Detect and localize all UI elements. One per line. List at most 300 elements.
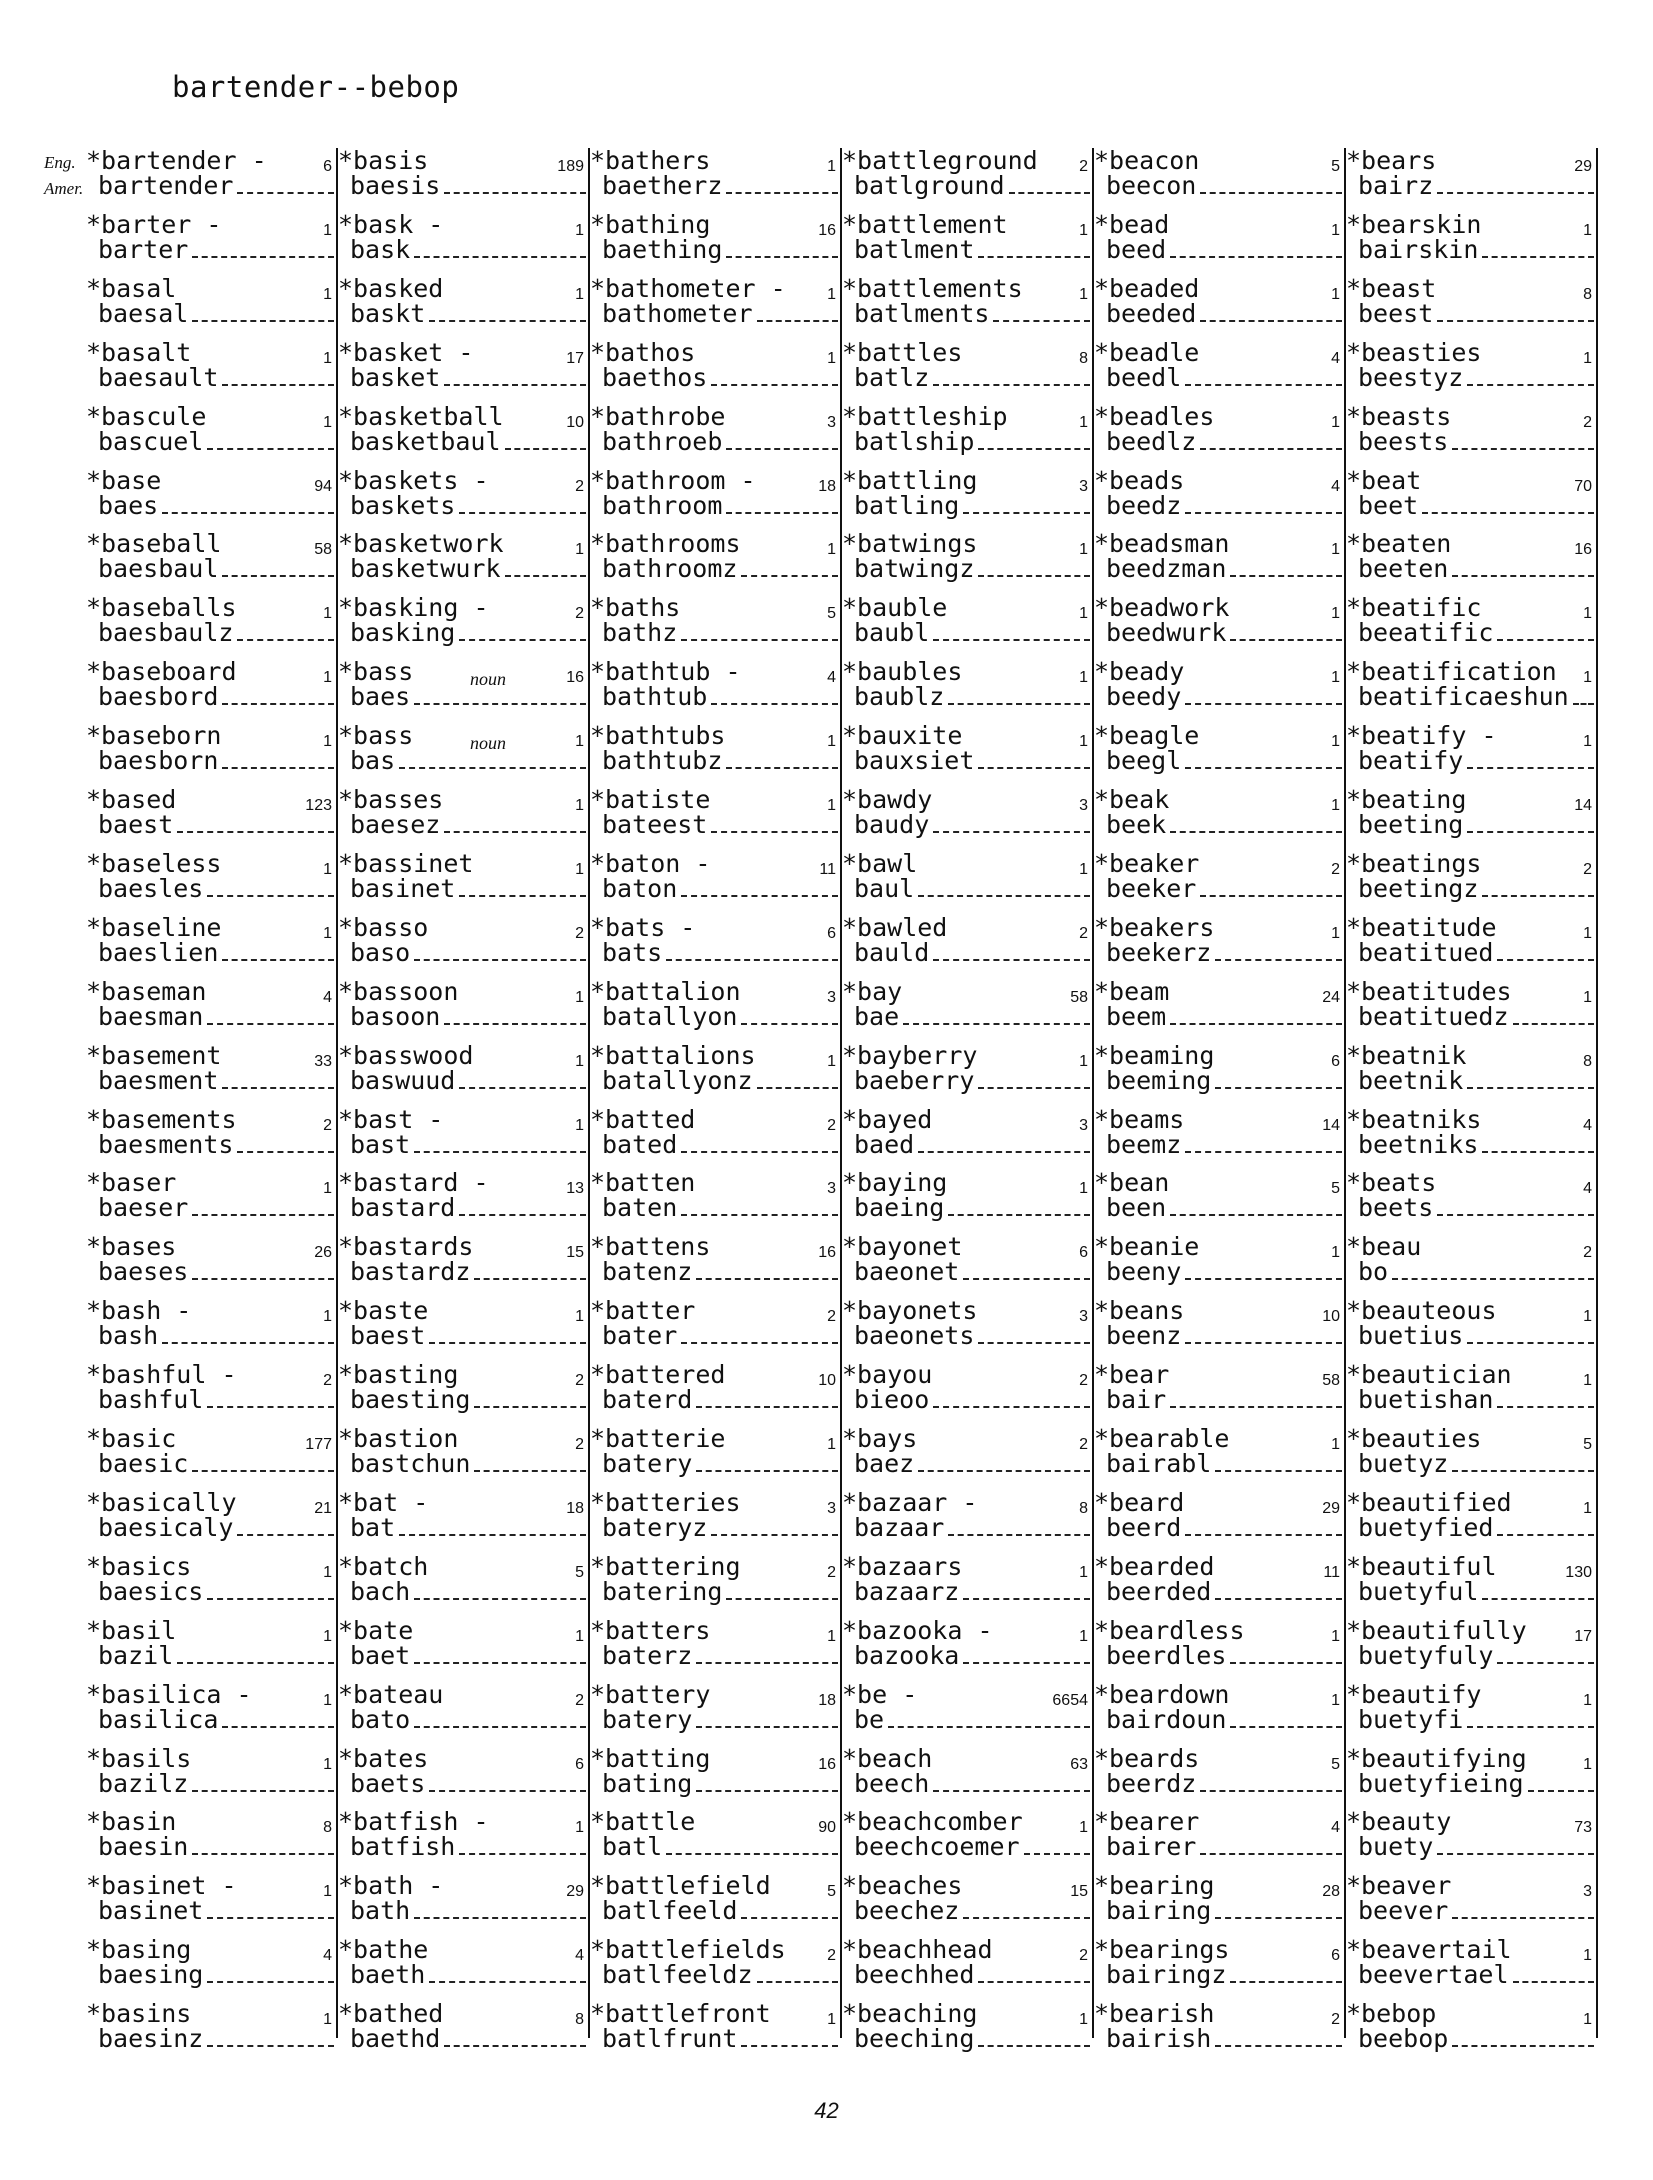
word-entry	[842, 1426, 1094, 1486]
word-entry	[1094, 1234, 1346, 1294]
headword: *bayonets	[842, 1296, 978, 1326]
respelling: beets	[1358, 1193, 1434, 1223]
dotted-fill-line	[207, 881, 334, 897]
frequency-count: 26	[314, 1244, 332, 1262]
word-entry	[590, 1551, 842, 1614]
frequency-count: 18	[818, 1691, 836, 1709]
respelling: beerd	[1106, 1512, 1182, 1542]
frequency-count: 2	[575, 477, 584, 495]
respelling: batallyonz	[602, 1065, 753, 1095]
word-entry	[590, 148, 842, 208]
respelling: bats	[602, 937, 663, 967]
frequency-count: 8	[323, 1819, 332, 1837]
headword: *beatings	[1346, 848, 1482, 878]
word-entry	[86, 787, 338, 847]
headword: *battlement	[842, 209, 1008, 239]
respelling-line	[1346, 1962, 1594, 1988]
dotted-fill-line	[1200, 434, 1342, 450]
word-entry	[842, 1615, 1094, 1678]
headword: *beachhead	[842, 1935, 993, 1965]
frequency-count: 1	[1583, 988, 1592, 1006]
word-entry	[338, 1426, 590, 1486]
respelling: batl	[602, 1832, 663, 1862]
dotted-fill-line	[726, 753, 838, 769]
respelling-line	[338, 1512, 586, 1542]
word-entry	[1346, 659, 1598, 719]
dotted-fill-line	[414, 1137, 586, 1153]
frequency-count: 2	[827, 1308, 836, 1326]
frequency-count: 1	[1331, 797, 1340, 814]
dotted-fill-line	[1230, 561, 1342, 577]
dotted-fill-line	[1452, 1903, 1594, 1919]
respelling: beeming	[1106, 1065, 1212, 1095]
respelling: baton	[602, 873, 678, 903]
dotted-fill-line	[978, 561, 1090, 577]
respelling: beeny	[1106, 1257, 1182, 1287]
respelling: bateest	[602, 810, 708, 839]
frequency-count: 11	[1323, 1563, 1340, 1581]
dotted-fill-line	[1230, 625, 1342, 641]
frequency-count: 6	[1079, 1244, 1088, 1262]
respelling: baesinz	[98, 2024, 204, 2054]
respelling-line	[338, 1065, 586, 1095]
respelling: beebop	[1358, 2024, 1449, 2054]
respelling: beetingz	[1358, 873, 1479, 903]
headword: *bays	[842, 1424, 918, 1453]
respelling-line	[842, 812, 1090, 838]
word-entry	[1094, 659, 1346, 719]
frequency-count: 1	[1331, 1244, 1340, 1262]
frequency-count: 1	[323, 221, 332, 239]
respelling-line	[1346, 1065, 1594, 1095]
dotted-fill-line	[1185, 753, 1342, 769]
word-entry	[1346, 912, 1598, 975]
respelling-line	[590, 748, 838, 774]
headword: *battlefield	[590, 1871, 771, 1901]
word-entry	[1346, 209, 1598, 272]
headword: *battlements	[842, 273, 1023, 303]
respelling-line	[338, 234, 586, 264]
dotted-fill-line	[207, 434, 334, 450]
respelling: beech	[854, 1768, 930, 1798]
frequency-count: 2	[827, 1563, 836, 1581]
word-entry	[842, 1937, 1094, 1997]
dotted-fill-line	[237, 178, 334, 194]
dotted-fill-line	[1185, 689, 1342, 705]
respelling-line	[86, 362, 334, 392]
respelling: beechcoemer	[854, 1832, 1020, 1862]
dotted-fill-line	[726, 1584, 838, 1600]
word-entry	[842, 595, 1094, 655]
frequency-count: 1	[1079, 1563, 1088, 1581]
word-entry	[1094, 787, 1346, 847]
respelling-line	[842, 1962, 1090, 1988]
word-entry	[842, 209, 1094, 272]
respelling: baesbaul	[98, 554, 219, 584]
headword: *bathers	[590, 146, 711, 175]
respelling-line	[338, 1451, 586, 1477]
frequency-count: 33	[314, 1052, 332, 1070]
headword: *beads	[1094, 465, 1185, 495]
respelling: baes	[350, 682, 411, 712]
headword: *bask -	[338, 209, 444, 239]
respelling: beegl	[1106, 746, 1182, 776]
respelling-line	[1094, 490, 1342, 520]
frequency-count: 1	[1079, 860, 1088, 878]
respelling: bathtub	[602, 682, 708, 712]
respelling: beem	[1106, 1001, 1167, 1031]
dotted-fill-line	[237, 1137, 334, 1153]
respelling-line	[86, 873, 334, 903]
dotted-fill-line	[1528, 1776, 1594, 1792]
headword: *beaching	[842, 1999, 978, 2029]
headword: *basked	[338, 273, 444, 303]
frequency-count: 1	[575, 860, 584, 878]
word-entry	[590, 595, 842, 655]
respelling-line	[1346, 556, 1594, 582]
dotted-fill-line	[1497, 1392, 1594, 1408]
word-entry	[1346, 1615, 1598, 1678]
frequency-count: 4	[323, 988, 332, 1006]
headword: *bastion	[338, 1424, 459, 1453]
headword: *batted	[590, 1104, 696, 1134]
headword: *beak	[1094, 785, 1170, 814]
headword: *beautify	[1346, 1679, 1482, 1709]
frequency-count: 21	[314, 1499, 332, 1517]
respelling-line	[1094, 812, 1342, 838]
dotted-fill-line	[666, 1839, 838, 1855]
word-entry	[86, 912, 338, 975]
respelling: bascuel	[98, 426, 204, 456]
headword: *batteries	[590, 1487, 741, 1517]
frequency-count: 177	[305, 1436, 332, 1453]
respelling: batwingz	[854, 554, 975, 584]
respelling-line	[86, 937, 334, 967]
headword: *bazooka -	[842, 1615, 993, 1645]
respelling: buetius	[1358, 1321, 1464, 1351]
dotted-fill-line	[222, 945, 334, 961]
headword: *bateau	[338, 1679, 444, 1709]
respelling-line	[842, 1834, 1090, 1860]
respelling: baest	[350, 1321, 426, 1351]
respelling: bathroeb	[602, 426, 723, 456]
respelling: bauxsiet	[854, 746, 975, 776]
headword: *beasties	[1346, 337, 1482, 367]
respelling: bazaarz	[854, 1576, 960, 1606]
dotted-fill-line	[933, 1776, 1090, 1792]
headword: *basement	[86, 1040, 222, 1070]
frequency-count: 4	[1583, 1180, 1592, 1198]
frequency-count: 3	[827, 413, 836, 431]
respelling-line	[590, 490, 838, 520]
respelling-line	[338, 1259, 586, 1285]
respelling-line	[590, 812, 838, 838]
frequency-count: 1	[1583, 1947, 1592, 1965]
frequency-count: 1	[1079, 1052, 1088, 1070]
headword: *base	[86, 465, 162, 495]
frequency-count: 8	[575, 2011, 584, 2029]
word-entry	[338, 595, 590, 655]
respelling: bazooka	[854, 1640, 960, 1670]
headword: *bash -	[86, 1296, 192, 1326]
word-entry	[1094, 595, 1346, 655]
frequency-count: 2	[1583, 1244, 1592, 1262]
respelling-line	[590, 1704, 838, 1734]
respelling-line	[590, 173, 838, 199]
frequency-count: 189	[557, 158, 584, 175]
dotted-fill-line	[1437, 306, 1594, 322]
frequency-count: 70	[1574, 477, 1592, 495]
respelling: beeker	[1106, 873, 1197, 903]
respelling-line	[590, 298, 838, 328]
respelling: beechez	[854, 1896, 960, 1926]
respelling-line	[1094, 556, 1342, 582]
respelling-line	[590, 1259, 838, 1285]
frequency-count: 1	[1583, 349, 1592, 367]
headword: *bathe	[338, 1935, 429, 1965]
dotted-fill-line	[192, 1456, 334, 1472]
word-entry	[338, 848, 590, 911]
headword: *basils	[86, 1743, 192, 1773]
frequency-count: 1	[827, 158, 836, 175]
headword: *beachcomber	[842, 1807, 1023, 1837]
dotted-fill-line	[918, 1456, 1090, 1472]
word-entry	[1346, 1873, 1598, 1933]
respelling-line	[86, 1259, 334, 1285]
frequency-count: 5	[827, 605, 836, 623]
frequency-count: 1	[575, 541, 584, 559]
word-entry	[590, 1104, 842, 1167]
headword: *battles	[842, 337, 963, 367]
respelling-line	[842, 1704, 1090, 1734]
respelling-line	[1346, 1129, 1594, 1159]
frequency-count: 1	[1583, 924, 1592, 942]
respelling-line	[1346, 620, 1594, 646]
part-of-speech: noun	[470, 669, 506, 690]
respelling: beekerz	[1106, 937, 1212, 967]
dotted-fill-line	[399, 1520, 586, 1536]
word-entry	[338, 465, 590, 528]
dotted-fill-line	[1452, 434, 1594, 450]
word-entry	[1346, 1743, 1598, 1806]
headword: *beatnik	[1346, 1040, 1467, 1070]
word-entry	[338, 148, 590, 208]
part-of-speech: noun	[470, 733, 506, 754]
headword: *bazaar -	[842, 1487, 978, 1517]
frequency-count: 1	[1583, 1755, 1592, 1773]
headword: *battleground	[842, 146, 1038, 175]
headword: *bassoon	[338, 976, 459, 1006]
dotted-fill-line	[1170, 817, 1342, 833]
dotted-fill-line	[207, 2031, 334, 2047]
headword: *bat -	[338, 1487, 429, 1517]
word-entry	[1094, 465, 1346, 528]
respelling-line	[86, 748, 334, 774]
frequency-count: 2	[575, 1436, 584, 1453]
headword: *beatitudes	[1346, 976, 1512, 1006]
frequency-count: 6	[575, 1755, 584, 1773]
page-number: 42	[814, 2098, 839, 2123]
respelling-line	[86, 1451, 334, 1477]
frequency-count: 1	[1583, 1372, 1592, 1390]
respelling-line	[1094, 298, 1342, 328]
frequency-count: 5	[1331, 1755, 1340, 1773]
respelling: buety	[1358, 1832, 1434, 1862]
frequency-count: 16	[818, 221, 836, 239]
word-entry	[590, 723, 842, 783]
frequency-count: 14	[1574, 797, 1592, 814]
word-entry	[842, 1362, 1094, 1422]
dotted-fill-line	[222, 1712, 334, 1728]
word-entry	[842, 787, 1094, 847]
word-entry	[1094, 1809, 1346, 1869]
respelling-line	[1346, 298, 1594, 328]
word-entry	[1346, 1426, 1598, 1486]
frequency-count: 15	[1070, 1883, 1088, 1901]
legend-american: Amer.	[44, 179, 84, 198]
respelling: baesics	[98, 1576, 204, 1606]
respelling-line	[842, 937, 1090, 967]
dotted-fill-line	[444, 817, 586, 833]
respelling-line	[590, 1195, 838, 1221]
frequency-count: 1	[1583, 1308, 1592, 1326]
respelling: baets	[350, 1768, 426, 1798]
frequency-count: 1	[575, 221, 584, 239]
frequency-count: 1	[575, 1627, 584, 1645]
frequency-count: 1	[1583, 2011, 1592, 2029]
respelling: bauld	[854, 937, 930, 967]
frequency-count: 1	[1583, 1499, 1592, 1517]
word-entry	[842, 1551, 1094, 1614]
dotted-fill-line	[222, 689, 334, 705]
respelling: bairing	[1106, 1896, 1212, 1926]
dotted-fill-line	[696, 1776, 838, 1792]
respelling-line	[338, 1962, 586, 1988]
dotted-fill-line	[459, 625, 586, 641]
headword: *bawled	[842, 912, 948, 942]
headword: *beasts	[1346, 401, 1452, 431]
respelling: bater	[602, 1321, 678, 1351]
dotted-fill-line	[192, 1776, 334, 1792]
dotted-fill-line	[1230, 1712, 1342, 1728]
respelling: beestyz	[1358, 362, 1464, 392]
respelling: buetishan	[1358, 1385, 1494, 1415]
frequency-count: 2	[1583, 413, 1592, 431]
respelling-line	[842, 1065, 1090, 1095]
headword: *batiste	[590, 785, 711, 814]
respelling: bath	[350, 1896, 411, 1926]
respelling-line	[338, 426, 586, 456]
frequency-count: 4	[323, 1947, 332, 1965]
frequency-count: 11	[819, 860, 836, 878]
word-entry	[590, 848, 842, 911]
respelling: bair	[1106, 1385, 1167, 1415]
word-entry	[1346, 337, 1598, 400]
headword: *basswood	[338, 1040, 474, 1070]
respelling-line	[1346, 2026, 1594, 2052]
word-entry	[338, 787, 590, 847]
respelling-line	[1094, 684, 1342, 710]
frequency-count: 1	[1079, 2011, 1088, 2029]
respelling-line	[1346, 1323, 1594, 1349]
headword: *based	[86, 785, 177, 814]
headword: *bearish	[1094, 1999, 1215, 2029]
respelling: basket	[350, 362, 441, 392]
respelling: bairingz	[1106, 1960, 1227, 1990]
word-entry	[338, 1170, 590, 1230]
respelling-line	[842, 1898, 1090, 1924]
word-entry	[842, 1170, 1094, 1230]
word-entry	[86, 1170, 338, 1230]
dotted-fill-line	[1170, 1009, 1342, 1025]
headword: *beautician	[1346, 1360, 1512, 1390]
dotted-fill-line	[1392, 1264, 1594, 1280]
frequency-count: 1	[323, 1627, 332, 1645]
respelling-line	[1094, 362, 1342, 392]
dotted-fill-line	[726, 242, 838, 258]
headword: *bayberry	[842, 1040, 978, 1070]
dotted-fill-line	[696, 1648, 838, 1664]
word-entry	[86, 1487, 338, 1550]
respelling: bateryz	[602, 1512, 708, 1542]
respelling-line	[842, 1129, 1090, 1159]
word-entry	[86, 1040, 338, 1103]
respelling: been	[1106, 1193, 1167, 1223]
headword: *basins	[86, 1999, 192, 2029]
word-entry	[842, 1104, 1094, 1167]
word-entry	[842, 1298, 1094, 1358]
respelling: baeing	[854, 1193, 945, 1223]
respelling: beek	[1106, 810, 1167, 839]
headword: *bathing	[590, 209, 711, 239]
frequency-count: 18	[818, 477, 836, 495]
word-entry	[590, 1809, 842, 1869]
respelling-line	[590, 1962, 838, 1988]
frequency-count: 4	[575, 1947, 584, 1965]
word-entry	[338, 1104, 590, 1167]
headword: *baseless	[86, 848, 222, 878]
dotted-fill-line	[711, 817, 838, 833]
respelling: bato	[350, 1704, 411, 1734]
frequency-count: 2	[575, 1372, 584, 1390]
respelling-line	[86, 298, 334, 328]
dotted-fill-line	[1170, 1392, 1342, 1408]
frequency-count: 1	[1079, 605, 1088, 623]
dotted-fill-line	[414, 1584, 586, 1600]
word-entry	[338, 1362, 590, 1422]
respelling-line	[842, 1512, 1090, 1542]
headword: *bathtubs	[590, 721, 726, 751]
respelling-line	[1346, 812, 1594, 838]
word-entry	[338, 401, 590, 464]
respelling: beedz	[1106, 490, 1182, 520]
dotted-fill-line	[1185, 1264, 1342, 1280]
respelling: bach	[350, 1576, 411, 1606]
word-entry	[1346, 723, 1598, 783]
word-entry	[86, 401, 338, 464]
dotted-fill-line	[741, 1903, 838, 1919]
headword: *beardown	[1094, 1679, 1230, 1709]
dotted-fill-line	[207, 1009, 334, 1025]
respelling-line	[86, 173, 334, 199]
word-entry	[842, 465, 1094, 528]
dotted-fill-line	[741, 561, 838, 577]
respelling-line	[1346, 362, 1594, 392]
headword: *bauxite	[842, 721, 963, 751]
word-entry	[86, 1615, 338, 1678]
respelling: bazilz	[98, 1768, 189, 1798]
frequency-count: 1	[575, 1819, 584, 1837]
